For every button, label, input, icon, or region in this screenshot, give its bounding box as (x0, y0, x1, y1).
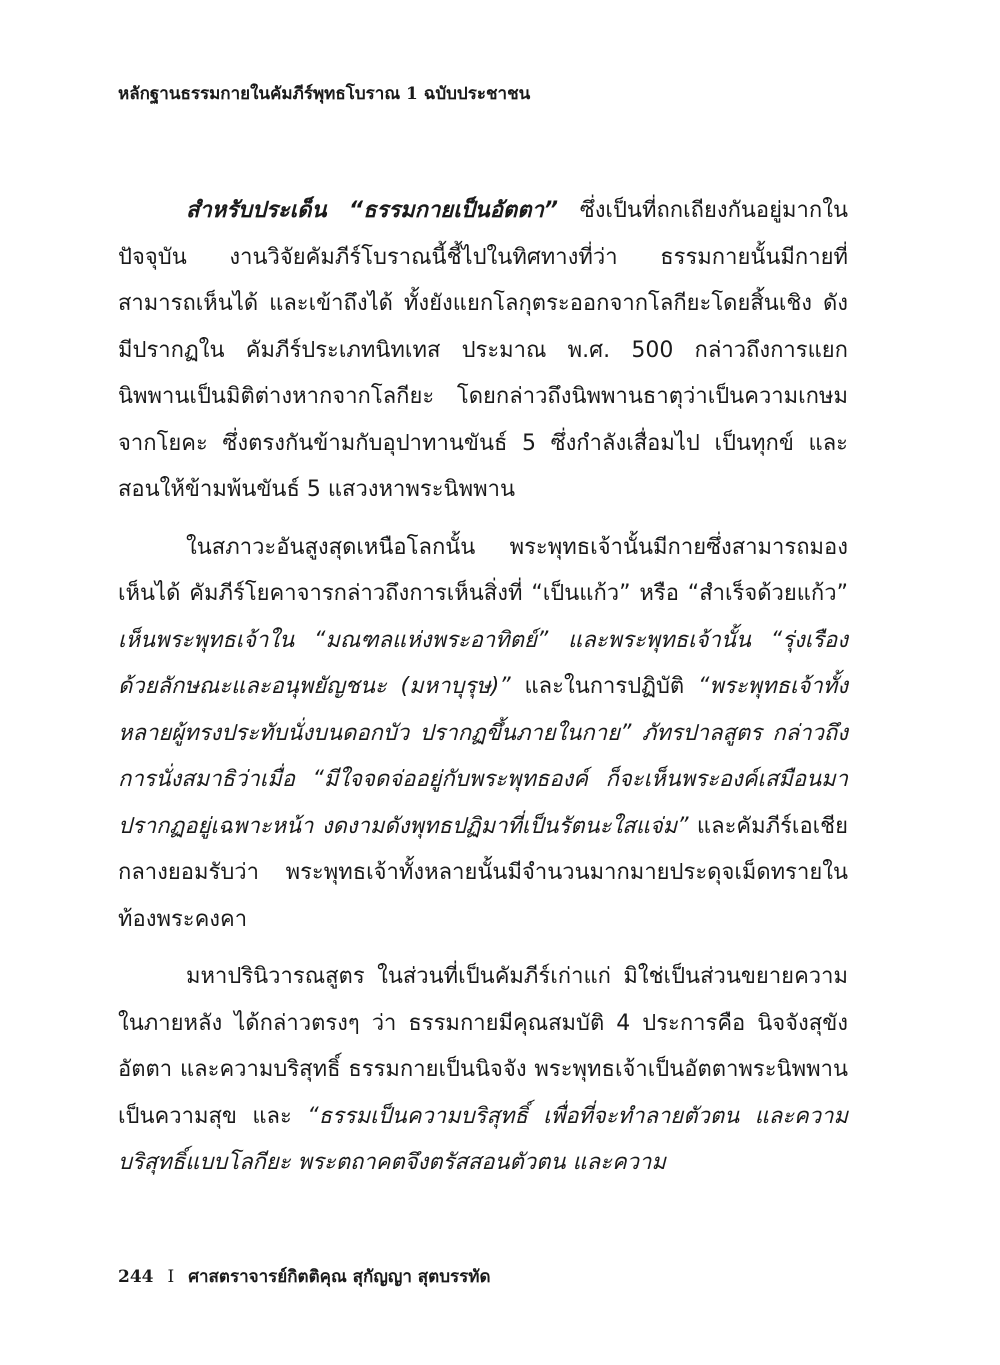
paragraph-2 (118, 525, 848, 944)
page-number: 244 (118, 1267, 154, 1287)
paragraph-3 (118, 954, 848, 1187)
italic-quote: “พระพุทธเจ้าทั้งหลายผู้ทรงประทับนั่งบนดอกบัว ปรากฏขึ้นภายในกาย” ภัทรปาลสูตร กล่าวถึงการนั่งสมาธิว่าเมื่อ “มีใจจดจ่ออยู่กับพระพุทธองค์ ก็จะเห็นพระองค์เสมือนมาปรากฏอยู่เฉพาะหน้า งดงามดังพุทธปฏิมาที่เป็นรัตนะใสแจ่ม” (118, 674, 848, 839)
italic-quote: “ธรรมเป็นความบริสุทธิ์ เพื่อที่จะทำลายตัวตน และความบริสุทธิ์แบบโลกียะ พระตถาคตจึงตรัสสอนตัวตน และความ (118, 1103, 848, 1175)
running-header (118, 80, 880, 107)
text-span: ในสภาวะอันสูงสุดเหนือโลกนั้น พระพุทธเจ้านั้นมีกายซึ่งสามารถมองเห็นได้ คัมภีร์โยคาจารกล่าวถึงการเห็นสิ่งที่ “เป็นแก้ว” หรือ “สำเร็จด้วยแก้ว” (118, 534, 848, 606)
page-footer (118, 1263, 880, 1290)
text-span: และในการปฏิบัติ (510, 674, 698, 699)
body-text (118, 188, 848, 1187)
text-span: มหาปรินิวารณสูตร ในส่วนที่เป็นคัมภีร์เก่าแก่ มิใช่เป็นส่วนขยายความในภายหลัง ได้กล่าวตรงๆ ว่า ธรรมกายมีคุณสมบัติ 4 ประการคือ นิจจังสุขัง อัตตา และความบริสุทธิ์ ธรรมกายเป็นนิจจัง พระพุทธเจ้าเป็นอัตตาพระนิพพานเป็นความสุข และ (118, 964, 848, 1129)
text-span: ซึ่งเป็นที่ถกเถียงกันอยู่มากในปัจจุบัน งานวิจัยคัมภีร์โบราณนี้ชี้ไปในทิศทางที่ว่า ธรรมกายนั้นมีกายที่สามารถเห็นได้ และเข้าถึงได้ ทั้งยังแยกโลกุตระออกจากโลกียะโดยสิ้นเชิง ดังมีปรากฏใน คัมภีร์ประเภทนิทเทส ประมาณ พ.ศ. 500 กล่าวถึงการแยกนิพพานเป็นมิติต่างหากจากโลกียะ โดยกล่าวถึงนิพพานธาตุว่าเป็นความเกษมจากโยคะ ซึ่งตรงกันข้ามกับอุปาทานขันธ์ 5 ซึ่งกำลังเสื่อมไป เป็นทุกข์ และสอนให้ข้ามพ้นขันธ์ 5 แสวงหาพระนิพพาน (118, 198, 848, 502)
paragraph-1 (118, 188, 848, 514)
italic-quote: เห็นพระพุทธเจ้าใน “มณฑลแห่งพระอาทิตย์” และพระพุทธเจ้านั้น “รุ่งเรืองด้วยลักษณะและอนุพยัญชนะ (มหาบุรุษ)” (118, 627, 848, 699)
running-title: หลักฐานธรรมกายในคัมภีร์พุทธโบราณ 1 ฉบับประชาชน (118, 84, 531, 104)
footer-separator: I (167, 1267, 175, 1287)
emphasis-heading: สำหรับประเด็น “ธรรมกายเป็นอัตตา” (186, 198, 559, 223)
text-span: และคัมภีร์เอเชียกลางยอมรับว่า พระพุทธเจ้าทั้งหลายนั้นมีจำนวนมากมายประดุจเม็ดทรายในท้องพระคงคา (118, 813, 848, 932)
footer-author: ศาสตราจารย์กิตติคุณ สุกัญญา สุตบรรทัด (188, 1267, 491, 1287)
